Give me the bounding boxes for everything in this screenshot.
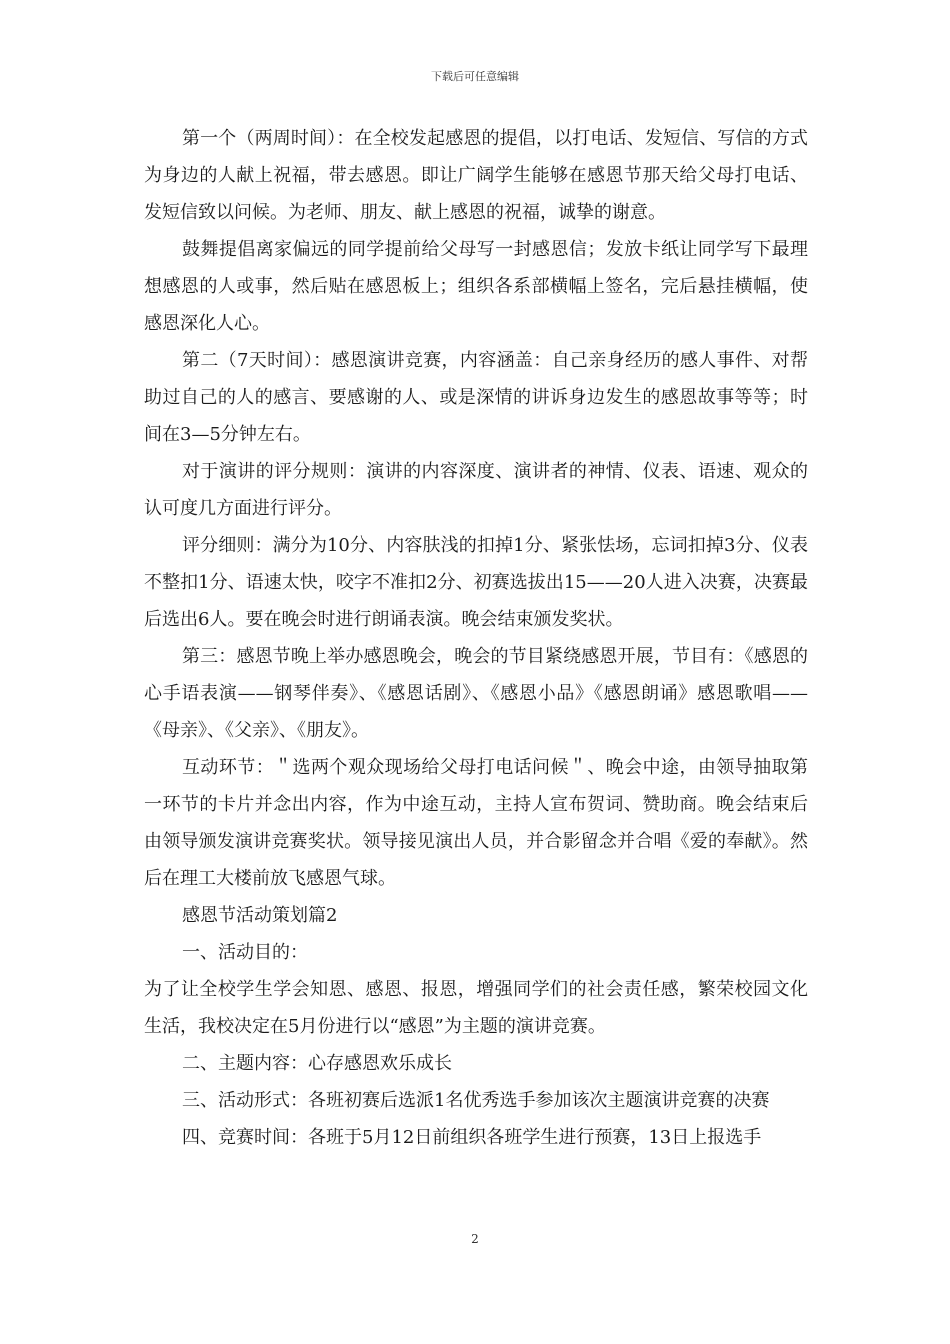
page-header: 下载后可任意编辑	[431, 70, 519, 83]
section-heading-plan-2: 感恩节活动策划篇2	[182, 905, 338, 926]
paragraph-encourage-letters: 鼓舞提倡离家偏远的同学提前给父母写一封感恩信；发放卡纸让同学写下最理想感恩的人或事，然后贴在感恩板上；组织各系部横幅上签名，完后悬挂横幅，使感恩深化人心。	[144, 239, 808, 334]
paragraph-first-phase: 第一个（两周时间）：在全校发起感恩的提倡，以打电话、发短信、写信的方式为身边的人献上祝福，带去感恩。即让广阔学生能够在感恩节那天给父母打电话、发短信致以问候。为老师、朋友、献上感恩的祝福，诚挚的谢意。	[144, 128, 808, 223]
paragraph-purpose: 为了让全校学生学会知恩、感恩、报恩，增强同学们的社会责任感，繁荣校园文化生活，我校决定在5月份进行以“感恩”为主题的演讲竞赛。	[144, 979, 808, 1037]
section-heading-theme: 二、主题内容：心存感恩欢乐成长	[182, 1053, 452, 1074]
document-body	[144, 120, 808, 1156]
paragraph-scoring-details: 评分细则：满分为10分、内容肤浅的扣掉1分、紧张怯场，忘词扣掉3分、仪表不整扣1分、语速太快，咬字不准扣2分、初赛选拔出15——20人进入决赛，决赛最后选出6人。要在晚会时进行朗诵表演。晚会结束颁发奖状。	[144, 535, 808, 630]
paragraph-interaction: 互动环节：＂选两个观众现场给父母打电话问候＂、晚会中途，由领导抽取第一环节的卡片并念出内容，作为中途互动，主持人宣布贺词、赞助商。晚会结束后由领导颁发演讲竞赛奖状。领导接见演出人员，并合影留念并合唱《爱的奉献》。然后在理工大楼前放飞感恩气球。	[144, 757, 808, 889]
section-heading-purpose: 一、活动目的：	[182, 942, 308, 963]
section-heading-schedule: 四、竞赛时间：各班于5月12日前组织各班学生进行预赛，13日上报选手	[182, 1127, 762, 1148]
page-number: 2	[471, 1232, 479, 1246]
paragraph-second-phase: 第二（7天时间）：感恩演讲竞赛，内容涵盖：自己亲身经历的感人事件、对帮助过自己的人的感言、要感谢的人、或是深情的讲诉身边发生的感恩故事等等；时间在3—5分钟左右。	[144, 350, 808, 445]
paragraph-scoring-rules: 对于演讲的评分规则：演讲的内容深度、演讲者的神情、仪表、语速、观众的认可度几方面进行评分。	[144, 461, 808, 519]
section-heading-format: 三、活动形式：各班初赛后选派1名优秀选手参加该次主题演讲竞赛的决赛	[182, 1090, 770, 1111]
paragraph-third-phase: 第三：感恩节晚上举办感恩晚会，晚会的节目紧绕感恩开展，节目有：《感恩的心手语表演——钢琴伴奏》、《感恩话剧》、《感恩小品》《感恩朗诵》感恩歌唱——《母亲》、《父亲》、《朋友》。	[144, 646, 808, 741]
